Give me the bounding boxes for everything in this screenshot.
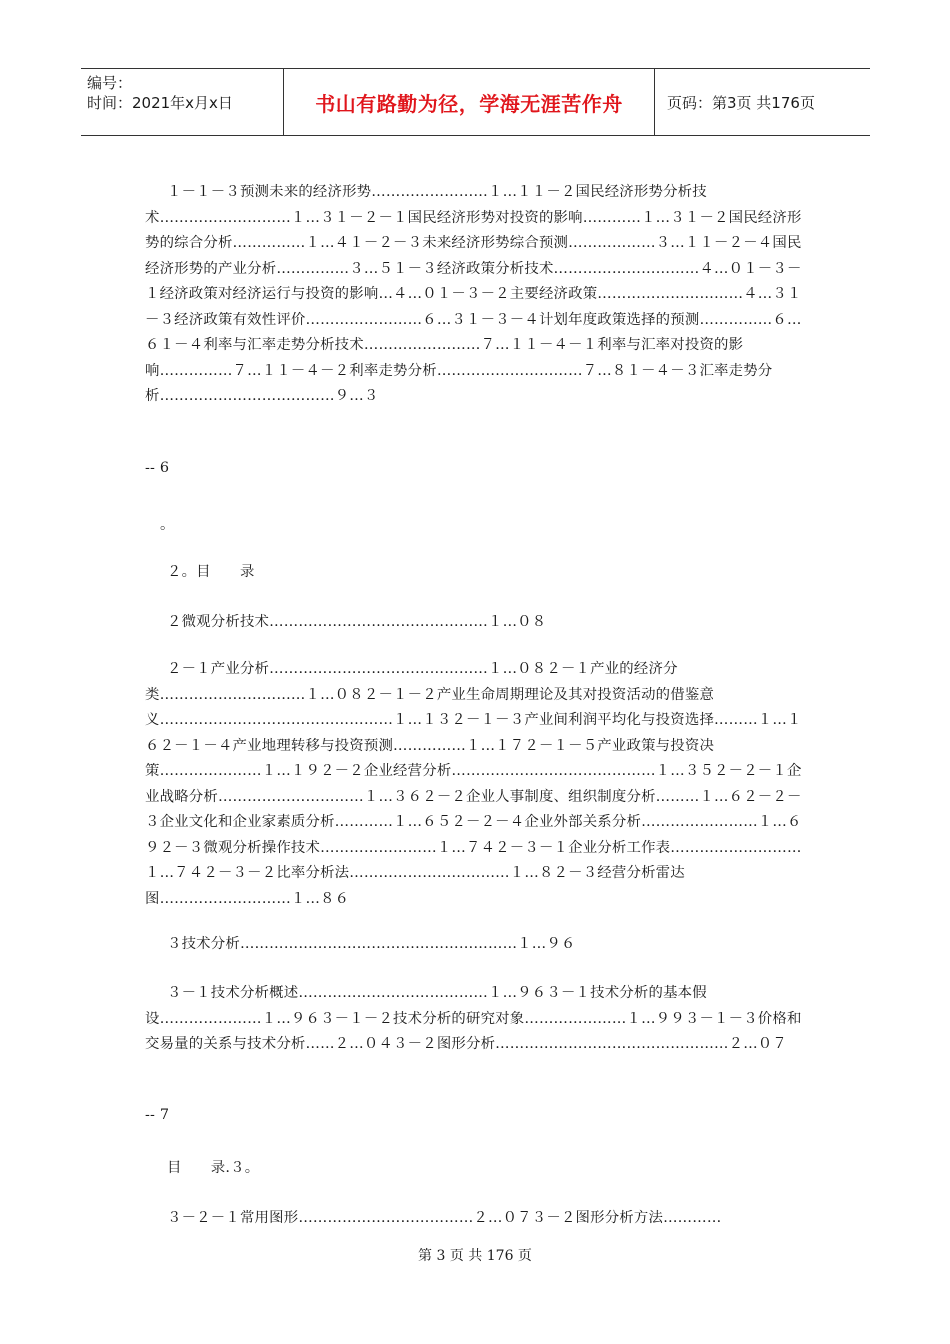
header-page-info: 页码：第3页 共176页 bbox=[667, 93, 815, 112]
toc-heading-2: 目 录.３。 bbox=[167, 1160, 260, 1176]
document-time-label: 时间：2021年x月x日 bbox=[87, 94, 233, 112]
header-motto: 书山有路勤为径，学海无涯苦作舟 bbox=[283, 69, 655, 135]
document-number-label: 编号： bbox=[87, 74, 133, 92]
toc-line-technical-analysis: ３技术分析…………………………………………………１…９６ bbox=[167, 936, 576, 952]
toc-paragraph-3: ３－１技术分析概述…………………………………１…９６３－１技术分析的基本假设…………………１…９６３－１－２技术分析的研究对象…………………１…９９３－１－３价格和交易量的关系与技术分析……２…０４３－２图形分析…………………………………………２…０７ bbox=[145, 985, 802, 1052]
page-footer: 第 3 页 共 176 页 bbox=[418, 1248, 532, 1264]
toc-heading: ２。目 录 bbox=[167, 564, 255, 580]
toc-line-last: ３－２－１常用图形………………………………２…０７３－２图形分析方法………… bbox=[167, 1210, 722, 1226]
page-mark-6: -- 6 bbox=[145, 460, 170, 476]
page-header bbox=[81, 68, 870, 136]
toc-paragraph-2: ２－１产业分析………………………………………１…０８２－１产业的经济分类…………………………１…０８２－１－２产业生命周期理论及其对投资活动的借鉴意义…………………………………………１…１３２－１－３产业间利润平均化与投资选择………１…１６２－１－４产业地理转移与投资预测……………１…１７２－１－５产业政策与投资决策…………………１…１９２－２企业经营分析……………………………………１…３５２－２－１企业战略分析…………………………１…３６２－２企业人事制度、组织制度分析………１…６２－２－３企业文化和企业家素质分析…………１…６５２－２－４企业外部关系分析……………………１…６９２－３微观分析操作技术……………………１…７４２－３－１企业分析工作表………………………１…７４２－３－２比率分析法……………………………１…８２－３经营分析雷达图………………………１…８６ bbox=[145, 661, 802, 907]
toc-paragraph-1: １－１－３预测未来的经济形势……………………１…１１－２国民经济形势分析技术………………………１…３１－２－１国民经济形势对投资的影响…………１…３１－２国民经济形势的综合分析……………１…４１－２－３未来经济形势综合预测………………３…１１－２－４国民经济形势的产业分析……………３…５１－３经济政策分析技术…………………………４…０１－３－１经济政策对经济运行与投资的影响…４…０１－３－２主要经济政策…………………………４…３１－３经济政策有效性评价……………………６…３１－３－４计划年度政策选择的预测……………６…６１－４利率与汇率走势分析技术……………………７…１１－４－１利率与汇率对投资的影响……………７…１１－４－２利率走势分析…………………………７…８１－４－３汇率走势分析………………………………９…３ bbox=[145, 184, 802, 404]
toc-line-micro-analysis: ２微观分析技术………………………………………１…０８ bbox=[167, 614, 547, 630]
small-dot: 。 bbox=[160, 517, 175, 533]
page-mark-7: -- 7 bbox=[145, 1107, 170, 1123]
header-meta bbox=[81, 69, 283, 135]
